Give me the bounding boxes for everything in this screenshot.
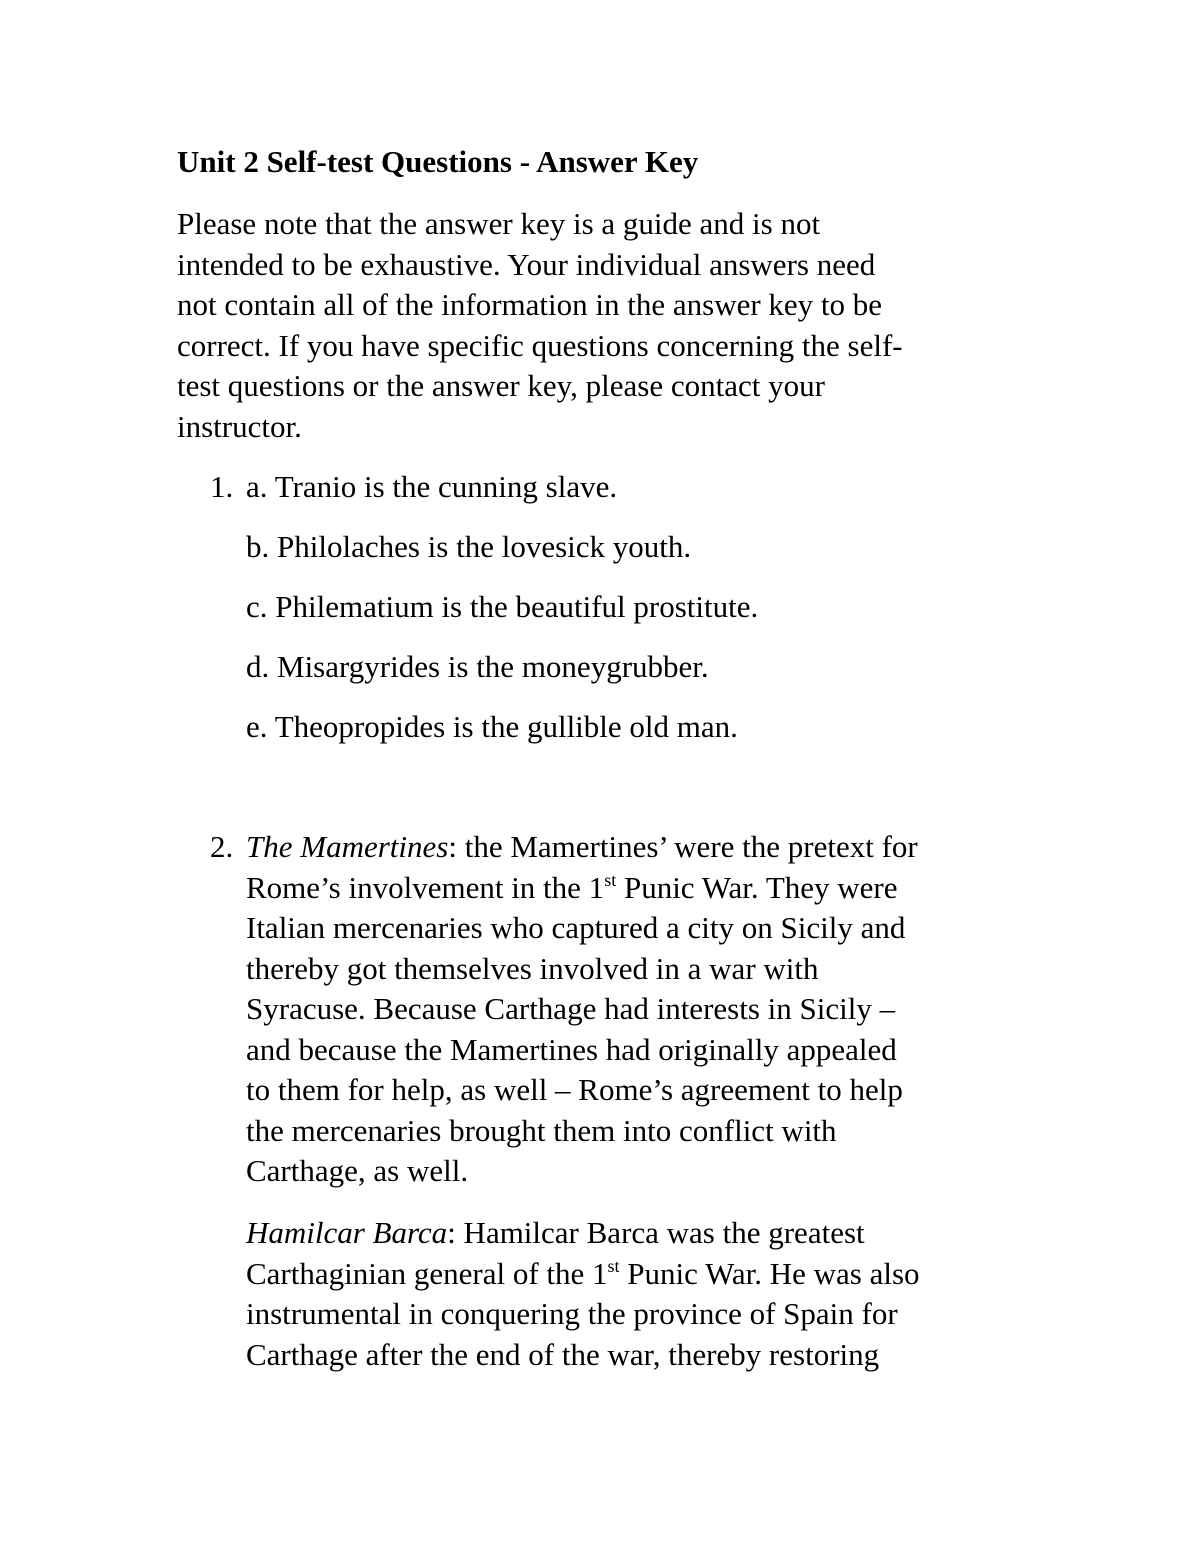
question-1-item-a: a. Tranio is the cunning slave. <box>246 469 618 504</box>
question-1-number: 1. <box>210 469 234 504</box>
intro-line: instructor. <box>177 408 302 444</box>
hamilcar-line-1 <box>246 1213 1046 1254</box>
intro-line: correct. If you have specific questions concerning the self- <box>177 327 903 363</box>
intro-line: not contain all of the information in the answer key to be <box>177 287 883 322</box>
hamilcar-line: instrumental in conquering the province of Spain for <box>246 1296 898 1331</box>
mamertines-line-2-text-b: Punic War. They were <box>616 869 898 905</box>
mamertines-line: Syracuse. Because Carthage had interests in Sicily – <box>246 991 896 1026</box>
intro-line: Please note that the answer key is a guide and is not <box>177 206 821 241</box>
mamertines-line: and because the Mamertines had originally appealed <box>246 1031 897 1067</box>
mamertines-line: the mercenaries brought them into conflict with <box>246 1112 837 1148</box>
hamilcar-line-2-text-b: Punic War. He was also <box>619 1255 920 1291</box>
hamilcar-line-2-text-a: Carthaginian general of the 1 <box>246 1255 608 1291</box>
mamertines-paragraph <box>246 827 1046 1192</box>
hamilcar-paragraph <box>246 1213 1046 1375</box>
intro-line: intended to be exhaustive. Your individual answers need <box>177 246 876 282</box>
question-1-item-d: d. Misargyrides is the moneygrubber. <box>246 649 709 684</box>
mamertines-line-2 <box>246 868 1046 909</box>
page-title: Unit 2 Self-test Questions - Answer Key <box>177 144 699 179</box>
mamertines-line: thereby got themselves involved in a war with <box>246 950 819 986</box>
intro-paragraph <box>177 204 1037 447</box>
hamilcar-term: Hamilcar Barca <box>246 1215 448 1250</box>
mamertines-line-1-text: : the Mamertines’ were the pretext for <box>448 829 918 864</box>
ordinal-superscript: st <box>607 1255 620 1276</box>
question-1-item-b: b. Philolaches is the lovesick youth. <box>246 529 692 564</box>
mamertines-line-2-text-a: Rome’s involvement in the 1 <box>246 869 605 905</box>
hamilcar-line-2 <box>246 1254 1046 1295</box>
question-1-item-e: e. Theopropides is the gullible old man. <box>246 709 738 744</box>
question-2-number: 2. <box>210 829 234 864</box>
ordinal-superscript: st <box>604 869 617 890</box>
mamertines-line-1 <box>246 827 1046 868</box>
mamertines-line: Carthage, as well. <box>246 1153 469 1188</box>
intro-line: test questions or the answer key, please contact your <box>177 368 825 403</box>
hamilcar-line-1-text: : Hamilcar Barca was the greatest <box>447 1215 865 1250</box>
hamilcar-line: Carthage after the end of the war, thereby restoring <box>246 1336 880 1372</box>
mamertines-line: Italian mercenaries who captured a city on Sicily and <box>246 910 906 945</box>
mamertines-line: to them for help, as well – Rome’s agreement to help <box>246 1072 903 1107</box>
question-1-item-c: c. Philematium is the beautiful prostitute. <box>246 589 759 624</box>
mamertines-term: The Mamertines <box>246 829 449 864</box>
